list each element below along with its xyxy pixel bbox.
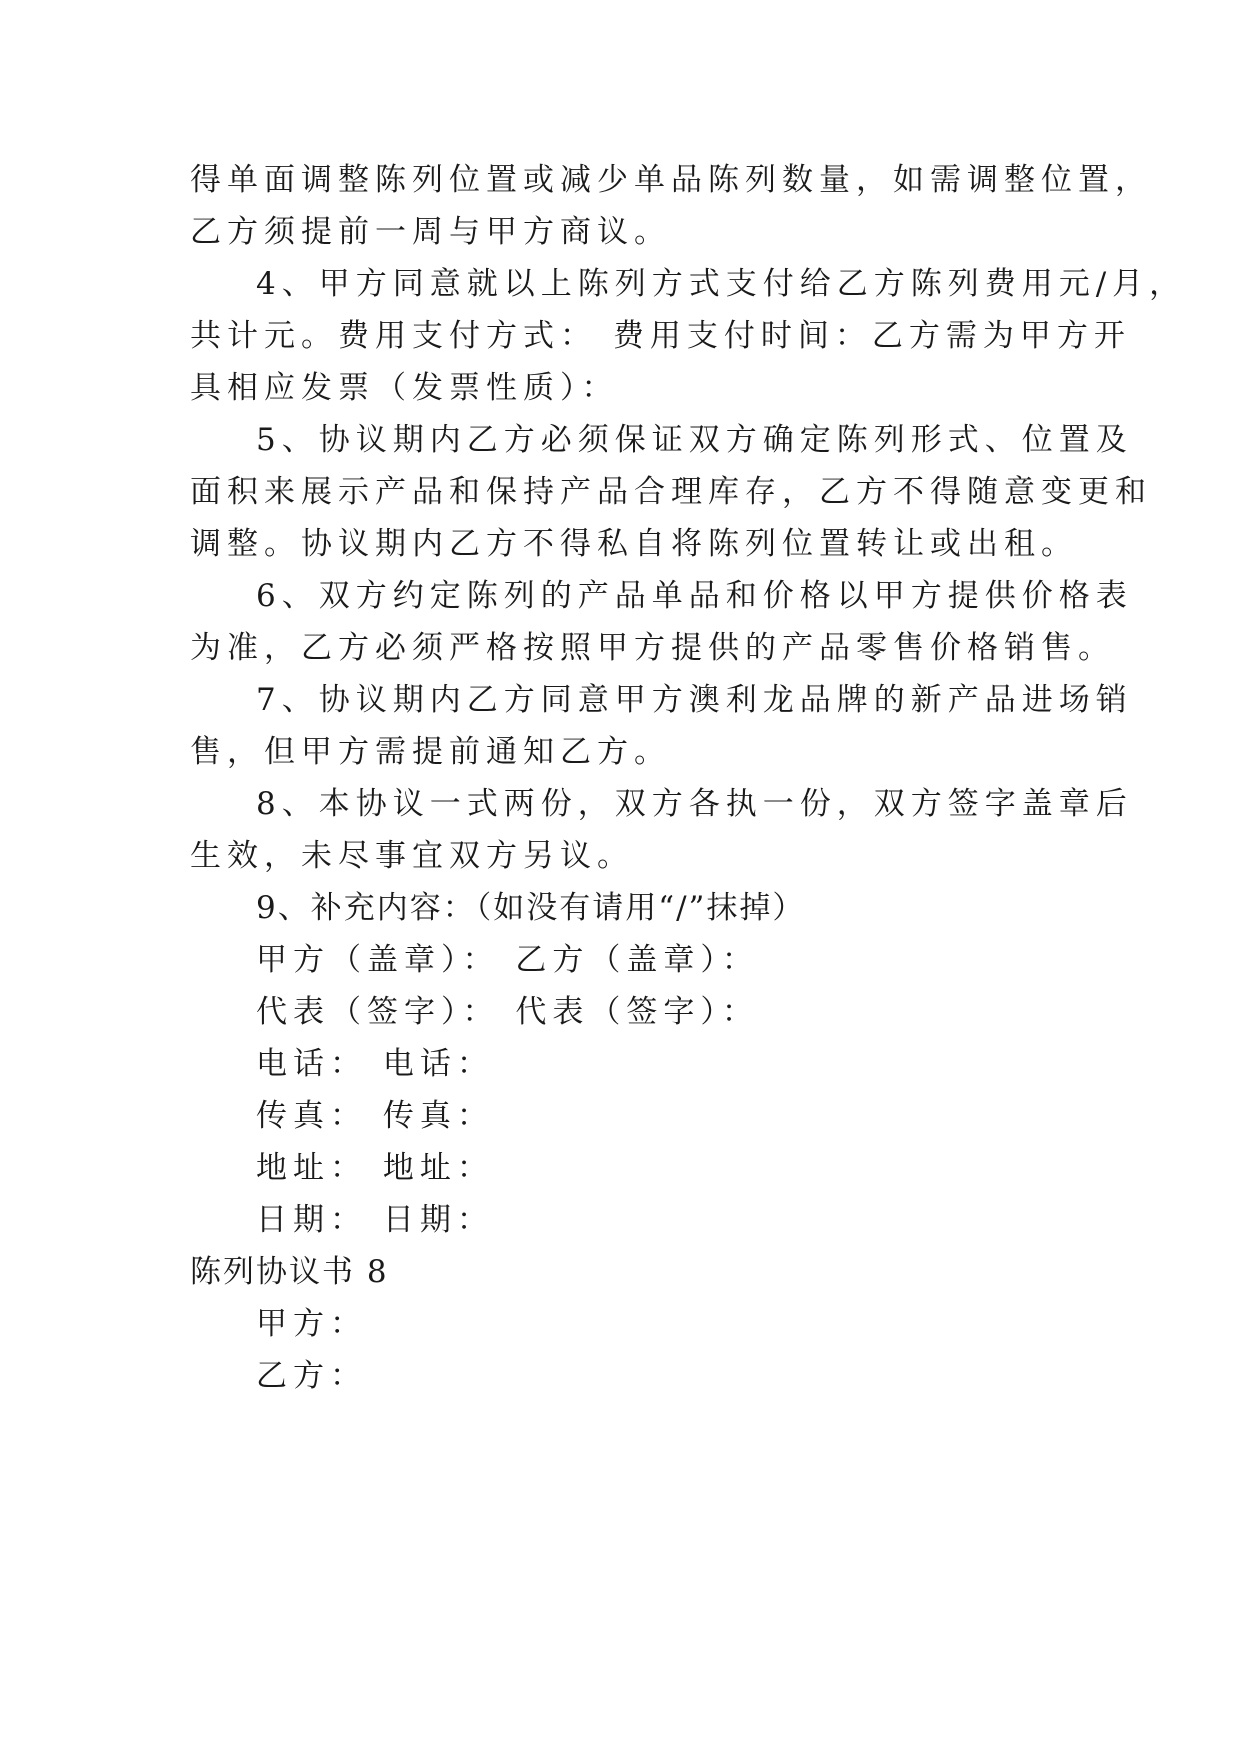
clause-5-line: 5、协议期内乙方必须保证双方确定陈列形式、位置及 [256, 422, 1133, 458]
clause-9-line: 9、补充内容：（如没有请用“/”抹掉） [256, 890, 806, 926]
clause-5-line: 面积来展示产品和保持产品合理库存，乙方不得随意变更和 [190, 474, 1152, 510]
party-b-line: 乙方： [256, 1358, 367, 1394]
clause-5-line: 调整。协议期内乙方不得私自将陈列位置转让或出租。 [190, 526, 1078, 562]
clause-4-line: 共计元。费用支付方式： 费用支付时间：乙方需为甲方开 [190, 318, 1131, 354]
clause-4-line: 4、甲方同意就以上陈列方式支付给乙方陈列费用元/月， [256, 266, 1187, 302]
signature-seal-line: 甲方（盖章）： 乙方（盖章）： [256, 942, 759, 978]
signature-representative-line: 代表（签字）： 代表（签字）： [256, 994, 759, 1030]
next-agreement-heading: 陈列协议书 8 [190, 1254, 389, 1290]
signature-date-line: 日期： 日期： [256, 1202, 494, 1238]
clause-7-line: 售，但甲方需提前通知乙方。 [190, 734, 671, 770]
clause-6-line: 6、双方约定陈列的产品单品和价格以甲方提供价格表 [256, 578, 1133, 614]
signature-address-line: 地址： 地址： [256, 1150, 494, 1186]
paragraph-line: 得单面调整陈列位置或减少单品陈列数量，如需调整位置， [190, 162, 1152, 198]
clause-6-line: 为准，乙方必须严格按照甲方提供的产品零售价格销售。 [190, 630, 1115, 666]
signature-fax-line: 传真： 传真： [256, 1098, 494, 1134]
paragraph-line: 乙方须提前一周与甲方商议。 [190, 214, 671, 250]
clause-8-line: 生效，未尽事宜双方另议。 [190, 838, 634, 874]
clause-8-line: 8、本协议一式两份，双方各执一份，双方签字盖章后 [256, 786, 1133, 822]
party-a-line: 甲方： [256, 1306, 367, 1342]
signature-phone-line: 电话： 电话： [256, 1046, 494, 1082]
clause-4-line: 具相应发票（发票性质）： [190, 370, 619, 406]
clause-7-line: 7、协议期内乙方同意甲方澳利龙品牌的新产品进场销 [256, 682, 1133, 718]
